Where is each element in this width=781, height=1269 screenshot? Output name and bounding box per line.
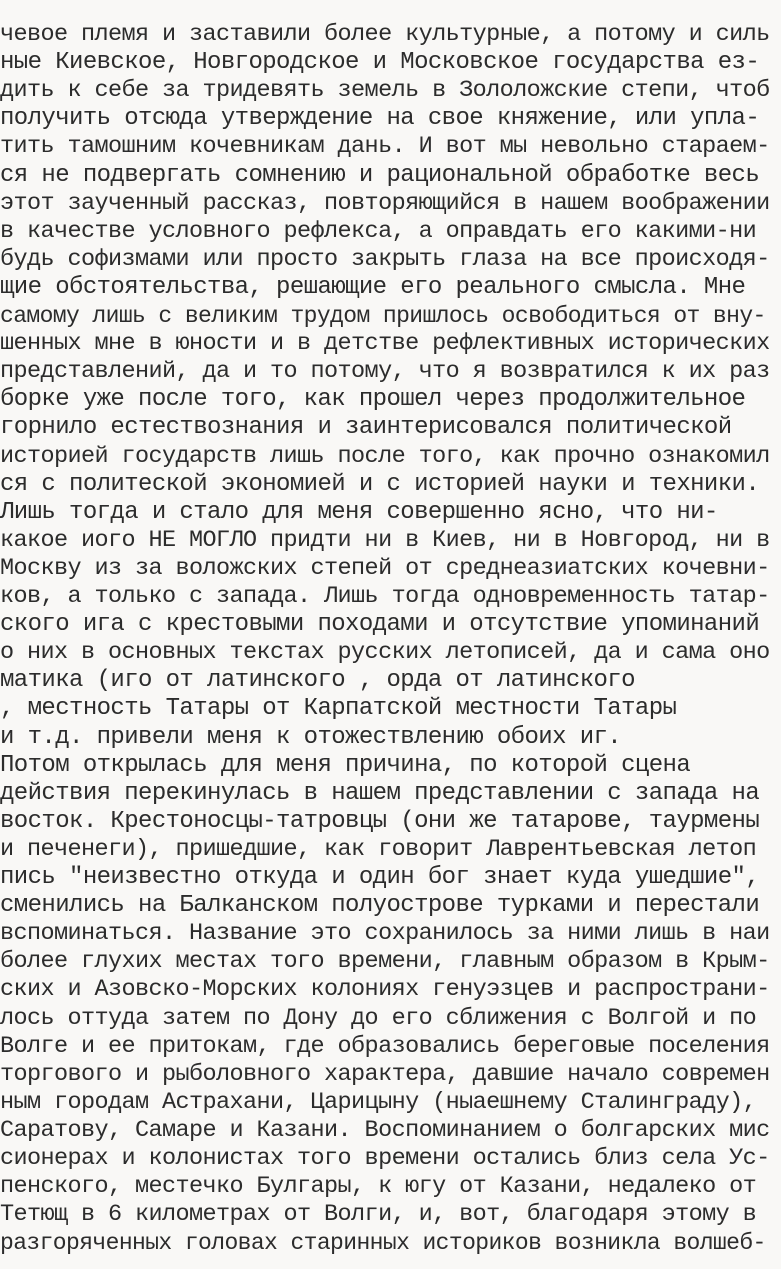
- text-line: Тетющ в 6 километрах от Волги, и, вот, благодаря этому в: [0, 1201, 757, 1229]
- text-line: и т.д. привели меня к отожествлению обоих иг.: [0, 723, 622, 751]
- text-line: лось оттуда затем по Дону до его сближения с Волгой и по: [0, 1004, 757, 1032]
- text-line: тить тамошним кочевникам дань. И вот мы невольно стараем-: [0, 133, 770, 161]
- text-line: вспоминаться. Название это сохранилось за ними лишь в наи: [0, 920, 770, 948]
- text-line: о них в основных текстах русских летописей, да и сама оно: [0, 639, 770, 667]
- text-line: горнило естествознания и заинтерисовался политической: [0, 414, 732, 442]
- text-line: разгоряченных головах старинных историков возникла волшеб-: [0, 1230, 766, 1257]
- text-line: сионерах и колонистах того времени остались близ села Ус-: [0, 1145, 770, 1172]
- text-line: этот заученный рассказ, повторяющийся в нашем воображении: [0, 189, 770, 217]
- text-line: восток. Крестоносцы-татровцы (они же татарове, таурмены: [0, 807, 760, 835]
- text-line: Саратову, Самаре и Казани. Воспоминанием о болгарских мис: [0, 1116, 770, 1144]
- text-line: ков, а только с запада. Лишь тогда одновременность татар-: [0, 583, 770, 610]
- text-line: матика (иго от латинского , орда от латинского: [0, 667, 635, 695]
- text-line: представлений, да и то потому, что я возвратился к их раз: [0, 358, 770, 386]
- text-line: щие обстоятельства, решающие его реального смысла. Мне: [0, 273, 746, 301]
- text-line: Волге и ее притокам, где образовались береговые поселения: [0, 1032, 770, 1060]
- text-line: самому лишь с великим трудом пришлось освободиться от вну-: [0, 303, 766, 329]
- text-line: ным городам Астрахани, Царицыну (ныаешнему Сталинграду),: [0, 1088, 757, 1116]
- text-line: какое иого НЕ МОГЛО придти ни в Киев, ни в Новгород, ни в: [0, 526, 770, 554]
- text-line: Москву из за воложских степей от среднеазиатских кочевни-: [0, 554, 770, 582]
- text-line: действия перекинулась в нашем представлении с запада на: [0, 779, 760, 807]
- text-line: в качестве условного рефлекса, а оправдать его какими-ни: [0, 217, 757, 245]
- text-line: борке уже после того, как прошел через продолжительное: [0, 386, 746, 414]
- text-line: пись "неизвестно откуда и один бог знает куда ушедшие",: [0, 864, 760, 891]
- text-line: историей государств лишь после того, как прочно ознакомил: [0, 442, 770, 470]
- text-line: ные Киевское, Новгородское и Московское государства ез-: [0, 49, 760, 77]
- text-line: , местность Татары от Карпатской местности Татары: [0, 695, 677, 723]
- text-line: будь софизмами или просто закрыть глаза на все происходя-: [0, 245, 770, 273]
- text-line: дить к себе за тридевять земель в Зололожские степи, чтоб: [0, 77, 770, 105]
- text-line: пенского, местечко Булгары, к югу от Казани, недалеко от: [0, 1173, 757, 1201]
- text-line: шенных мне в юности и в детстве рефлективных исторических: [0, 330, 770, 358]
- text-line: получить отсюда утверждение на свое княжение, или упла-: [0, 105, 760, 133]
- text-line: Лишь тогда и стало для меня совершенно ясно, что ни-: [0, 498, 718, 526]
- text-line: ских и Азовско-Морских колониях генуэзцев и распространи-: [0, 976, 770, 1004]
- text-line: Потом открылась для меня причина, по которой сцена: [0, 751, 691, 779]
- text-line: ся с политеской экономией и с историей науки и техники.: [0, 470, 760, 498]
- text-line: торгового и рыболовного характера, давшие начало современ: [0, 1060, 770, 1088]
- text-line: ся не подвергать сомнению и рациональной обработке весь: [0, 161, 760, 189]
- text-line: чевое племя и заставили более культурные, а потому и силь: [0, 21, 770, 48]
- text-line: и печенеги), пришедшие, как говорит Лаврентьевская летоп: [0, 835, 757, 863]
- text-line: сменились на Балканском полуострове турками и перестали: [0, 892, 760, 920]
- text-line: ского ига с крестовыми походами и отсутствие упоминаний: [0, 611, 760, 639]
- text-line: более глухих местах того времени, главным образом в Крым-: [0, 948, 770, 976]
